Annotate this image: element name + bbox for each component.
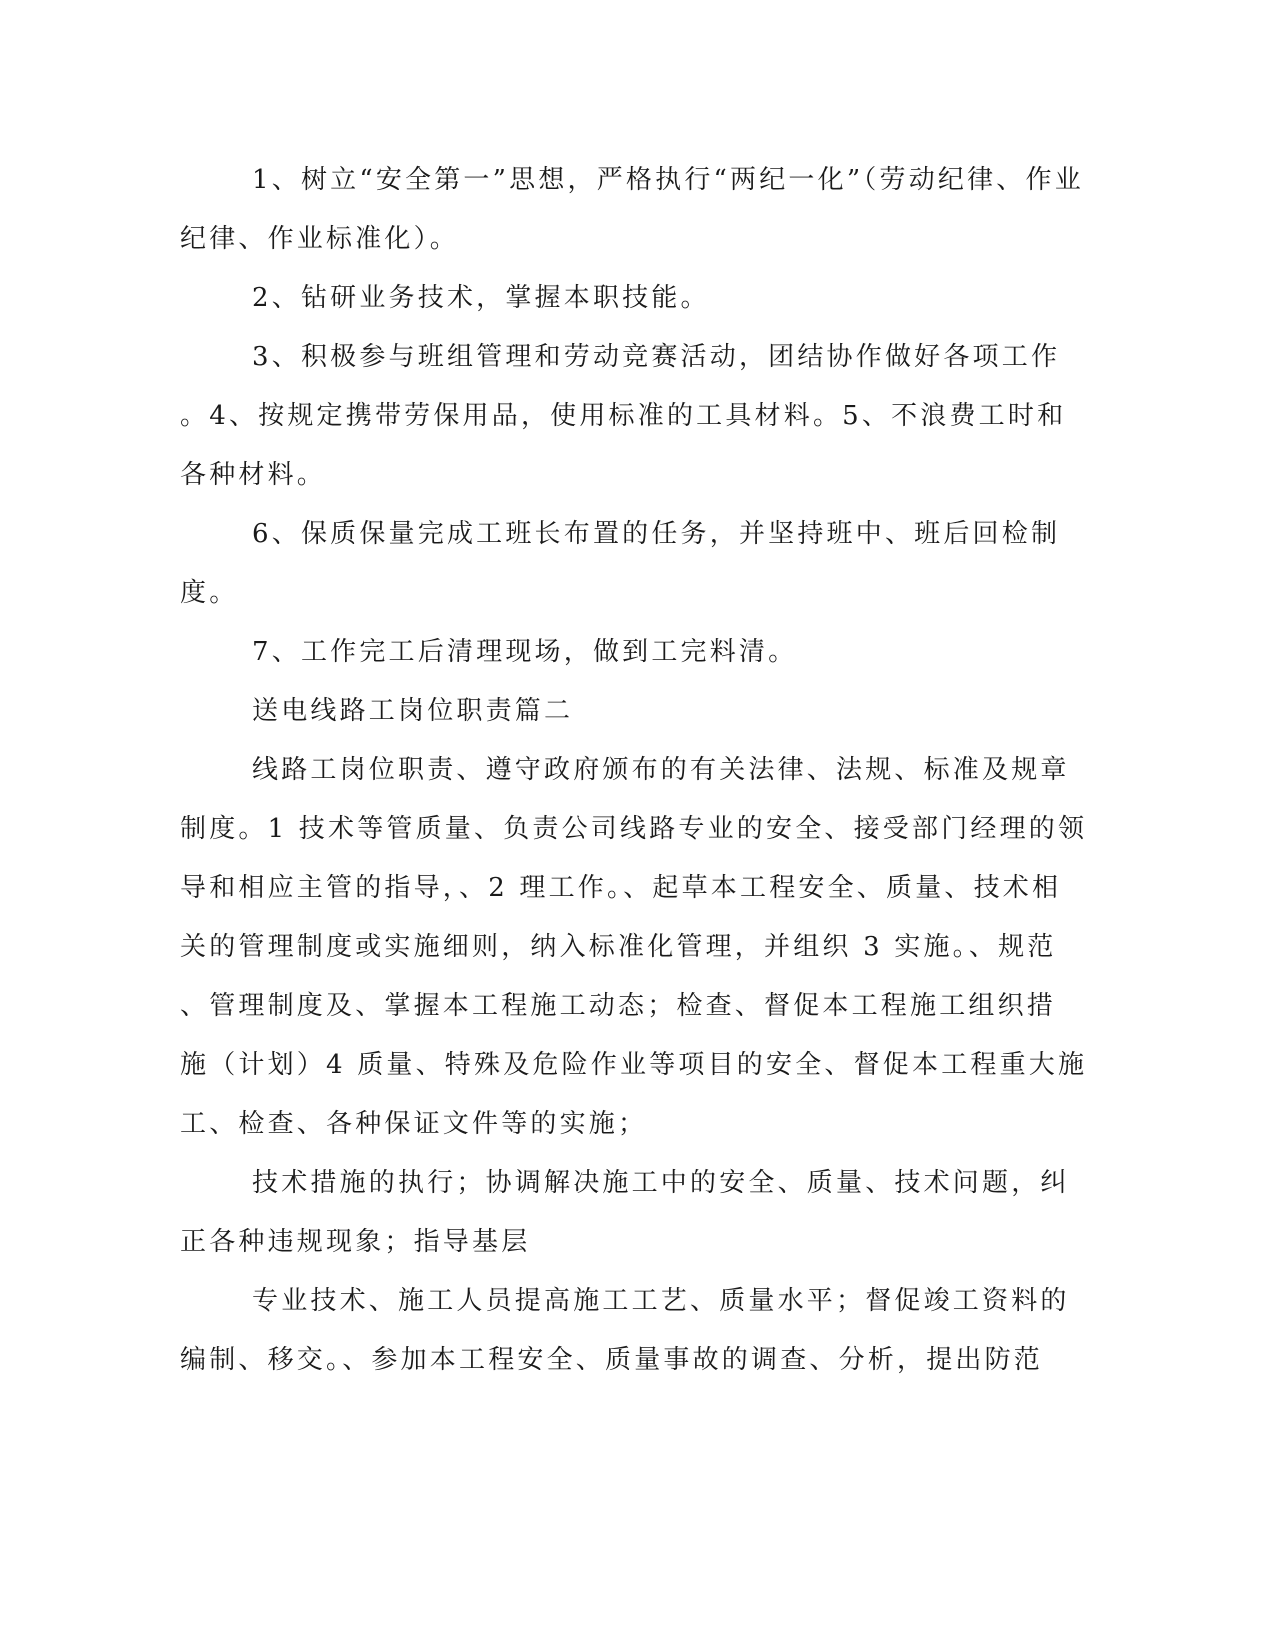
text-line: 工、检查、各种保证文件等的实施； <box>180 1109 648 1139</box>
text-line: 6、保质保量完成工班长布置的任务，并坚持班中、班后回检制 <box>252 519 1061 549</box>
text-line: 、管理制度及、掌握本工程施工动态；检查、督促本工程施工组织措 <box>180 991 1057 1021</box>
text-line: 各种材料。 <box>180 460 327 490</box>
text-line: 制度。1 技术等管质量、负责公司线路专业的安全、接受部门经理的领 <box>180 814 1088 844</box>
text-line: 1、树立“安全第一”思想，严格执行“两纪一化”（劳动纪律、作业 <box>252 165 1084 195</box>
text-line: 导和相应主管的指导，、2 理工作。、起草本工程安全、质量、技术相 <box>180 873 1062 903</box>
text-line: 专业技术、施工人员提高施工工艺、质量水平；督促竣工资料的 <box>252 1286 1070 1316</box>
text-line: 施（计划）4 质量、特殊及危险作业等项目的安全、督促本工程重大施 <box>180 1050 1088 1080</box>
text-line: 技术措施的执行；协调解决施工中的安全、质量、技术问题，纠 <box>252 1168 1070 1198</box>
text-line: 关的管理制度或实施细则，纳入标准化管理，并组织 3 实施。、规范 <box>180 932 1057 962</box>
text-line: 3、积极参与班组管理和劳动竞赛活动，团结协作做好各项工作 <box>252 342 1061 372</box>
text-line: 纪律、作业标准化）。 <box>180 224 460 254</box>
text-line: 正各种违规现象；指导基层 <box>180 1227 531 1257</box>
text-line: 度。 <box>180 578 239 608</box>
text-line: 。4、按规定携带劳保用品，使用标准的工具材料。5、不浪费工时和 <box>180 401 1067 431</box>
text-line: 编制、移交。、参加本工程安全、质量事故的调查、分析，提出防范 <box>180 1345 1044 1375</box>
text-line: 线路工岗位职责、遵守政府颁布的有关法律、法规、标准及规章 <box>252 755 1070 785</box>
text-line: 7、工作完工后清理现场，做到工完料清。 <box>252 637 798 667</box>
section-heading: 送电线路工岗位职责篇二 <box>252 696 574 726</box>
text-line: 2、钻研业务技术，掌握本职技能。 <box>252 283 710 313</box>
